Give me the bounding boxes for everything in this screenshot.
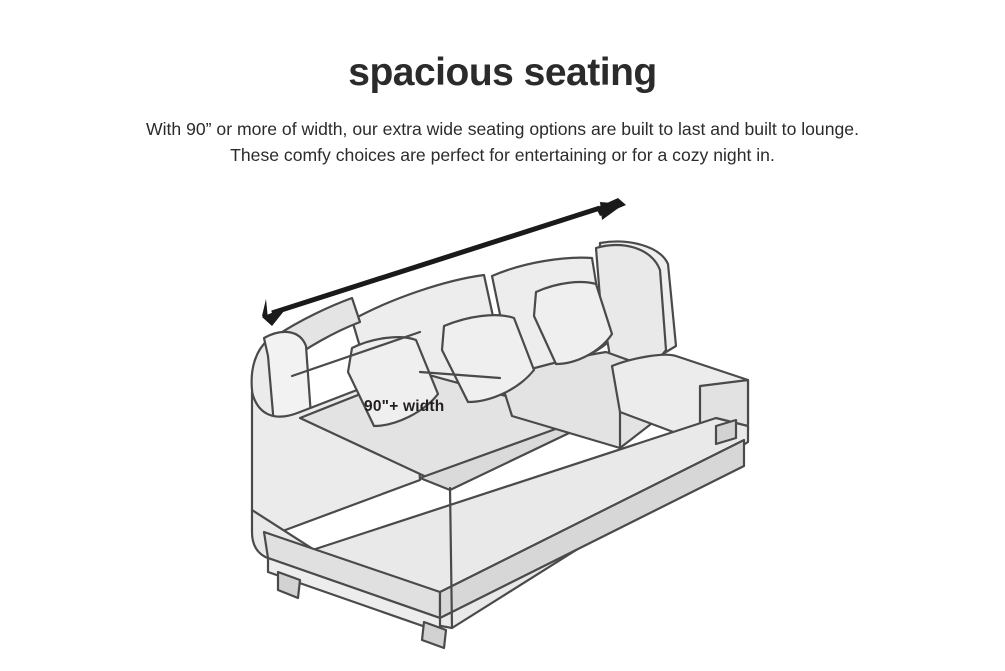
subcopy-line-1: With 90” or more of width, our extra wide seating options are built to last and built to lounge. xyxy=(146,119,859,139)
sofa-diagram-svg xyxy=(0,180,1005,650)
subcopy-block xyxy=(0,116,1005,168)
subcopy-line-2: These comfy choices are perfect for entertaining or for a cozy night in. xyxy=(230,145,775,165)
page-title: spacious seating xyxy=(348,51,657,94)
sofa-body xyxy=(252,242,748,648)
sofa-illustration xyxy=(0,180,1005,650)
dimension-label: 90"+ width xyxy=(364,398,445,415)
